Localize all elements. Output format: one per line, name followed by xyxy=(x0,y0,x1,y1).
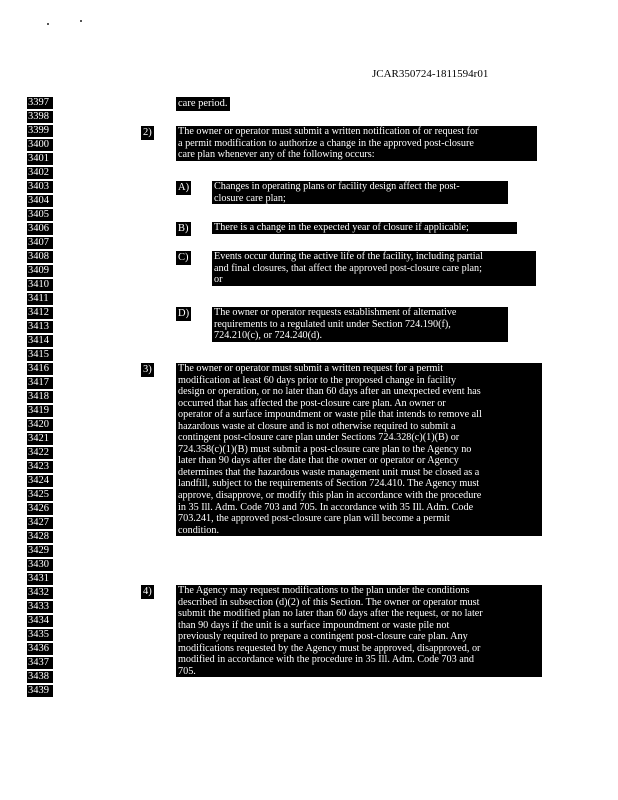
line-number: 3426 xyxy=(27,503,53,515)
line-number: 3439 xyxy=(27,685,53,697)
line-number: 3402 xyxy=(27,167,53,179)
item-3-text: The owner or operator must submit a written request for a permit modification at least 60 days prior to the proposed change in facility design or operation, or no later than 60 days after an unexpected event has occurred that has affected the post-closure care plan. An owner or operator of a surface impoundment or waste pile that intends to remove all hazardous waste at closure and is not otherwise required to submit a contingent post-closure care plan under Sections 724.328(c)(1)(B) or 724.358(c)(1)(B) must submit a post-closure care plan to the Agency no later than 90 days after the date that the owner or operator or Agency determines that the hazardous waste management unit must be closed as a landfill, subject to the requirements of Section 724.410. The Agency must approve, disapprove, or modify this plan in accordance with the procedure in 35 Ill. Adm. Code 703 and 705. In accordance with 35 Ill. Adm. Code 703.241, the approved post-closure care plan will become a permit condition. xyxy=(176,363,542,536)
item-2-text: The owner or operator must submit a written notification of or request for a permit modification to authorize a change in the approved post-closure care plan whenever any of the following occurs: xyxy=(176,126,537,161)
line-number: 3423 xyxy=(27,461,53,473)
line-number: 3405 xyxy=(27,209,53,221)
line-number: 3404 xyxy=(27,195,53,207)
line-number: 3401 xyxy=(27,153,53,165)
line-number: 3422 xyxy=(27,447,53,459)
line-number: 3399 xyxy=(27,125,53,137)
item-4-text: The Agency may request modifications to the plan under the conditions described in subsection (d)(2) of this Section. The owner or operator must submit the modified plan no later than 60 days after the request, or no later than 90 days if the unit is a surface impoundment or waste pile not previously required to prepare a contingent post-closure care plan. Any modifications requested by the Agency must be approved, disapproved, or modified in accordance with the procedure in 35 Ill. Adm. Code 703 and 705. xyxy=(176,585,542,677)
line-number: 3406 xyxy=(27,223,53,235)
line-number: 3431 xyxy=(27,573,53,585)
item-c-text: Events occur during the active life of the facility, including partial and final closures, that affect the approved post-closure care plan; or xyxy=(212,251,536,286)
line-number: 3432 xyxy=(27,587,53,599)
line-number: 3438 xyxy=(27,671,53,683)
item-c-label: C) xyxy=(178,252,189,263)
line-number: 3437 xyxy=(27,657,53,669)
line-number: 3410 xyxy=(27,279,53,291)
item-a-text: Changes in operating plans or facility design affect the post- closure care plan; xyxy=(212,181,508,204)
line-number: 3419 xyxy=(27,405,53,417)
line-number: 3400 xyxy=(27,139,53,151)
line-number: 3407 xyxy=(27,237,53,249)
item-b-text: There is a change in the expected year of closure if applicable; xyxy=(212,222,517,234)
line-number: 3409 xyxy=(27,265,53,277)
line-number: 3427 xyxy=(27,517,53,529)
line-number: 3413 xyxy=(27,321,53,333)
line-number: 3428 xyxy=(27,531,53,543)
line-number: 3397 xyxy=(27,97,53,109)
line-number: 3416 xyxy=(27,363,53,375)
line-number: 3403 xyxy=(27,181,53,193)
line-number: 3414 xyxy=(27,335,53,347)
item-d-text: The owner or operator requests establishment of alternative requirements to a regulated unit under Section 724.190(f), 724.210(c), or 724.240(d). xyxy=(212,307,508,342)
line-number: 3433 xyxy=(27,601,53,613)
line-number: 3421 xyxy=(27,433,53,445)
line-number: 3435 xyxy=(27,629,53,641)
line-number: 3411 xyxy=(27,293,53,305)
item-b-label: B) xyxy=(178,223,189,234)
line-number: 3417 xyxy=(27,377,53,389)
line-number: 3425 xyxy=(27,489,53,501)
line-number: 3420 xyxy=(27,419,53,431)
item-3-label: 3) xyxy=(143,364,152,375)
line-number: 3408 xyxy=(27,251,53,263)
document-id: JCAR350724-1811594r01 xyxy=(372,68,489,80)
line-number: 3412 xyxy=(27,307,53,319)
line-number: 3429 xyxy=(27,545,53,557)
line-number: 3434 xyxy=(27,615,53,627)
scan-speck xyxy=(47,23,49,25)
care-period-text: care period. xyxy=(178,98,228,109)
item-4-label: 4) xyxy=(143,586,152,597)
scan-speck xyxy=(80,20,82,22)
line-number: 3424 xyxy=(27,475,53,487)
line-number: 3430 xyxy=(27,559,53,571)
line-number: 3415 xyxy=(27,349,53,361)
line-number: 3418 xyxy=(27,391,53,403)
line-number: 3398 xyxy=(27,111,53,123)
item-a-label: A) xyxy=(178,182,190,193)
item-2-label: 2) xyxy=(143,127,152,138)
item-d-label: D) xyxy=(178,308,190,319)
line-number: 3436 xyxy=(27,643,53,655)
